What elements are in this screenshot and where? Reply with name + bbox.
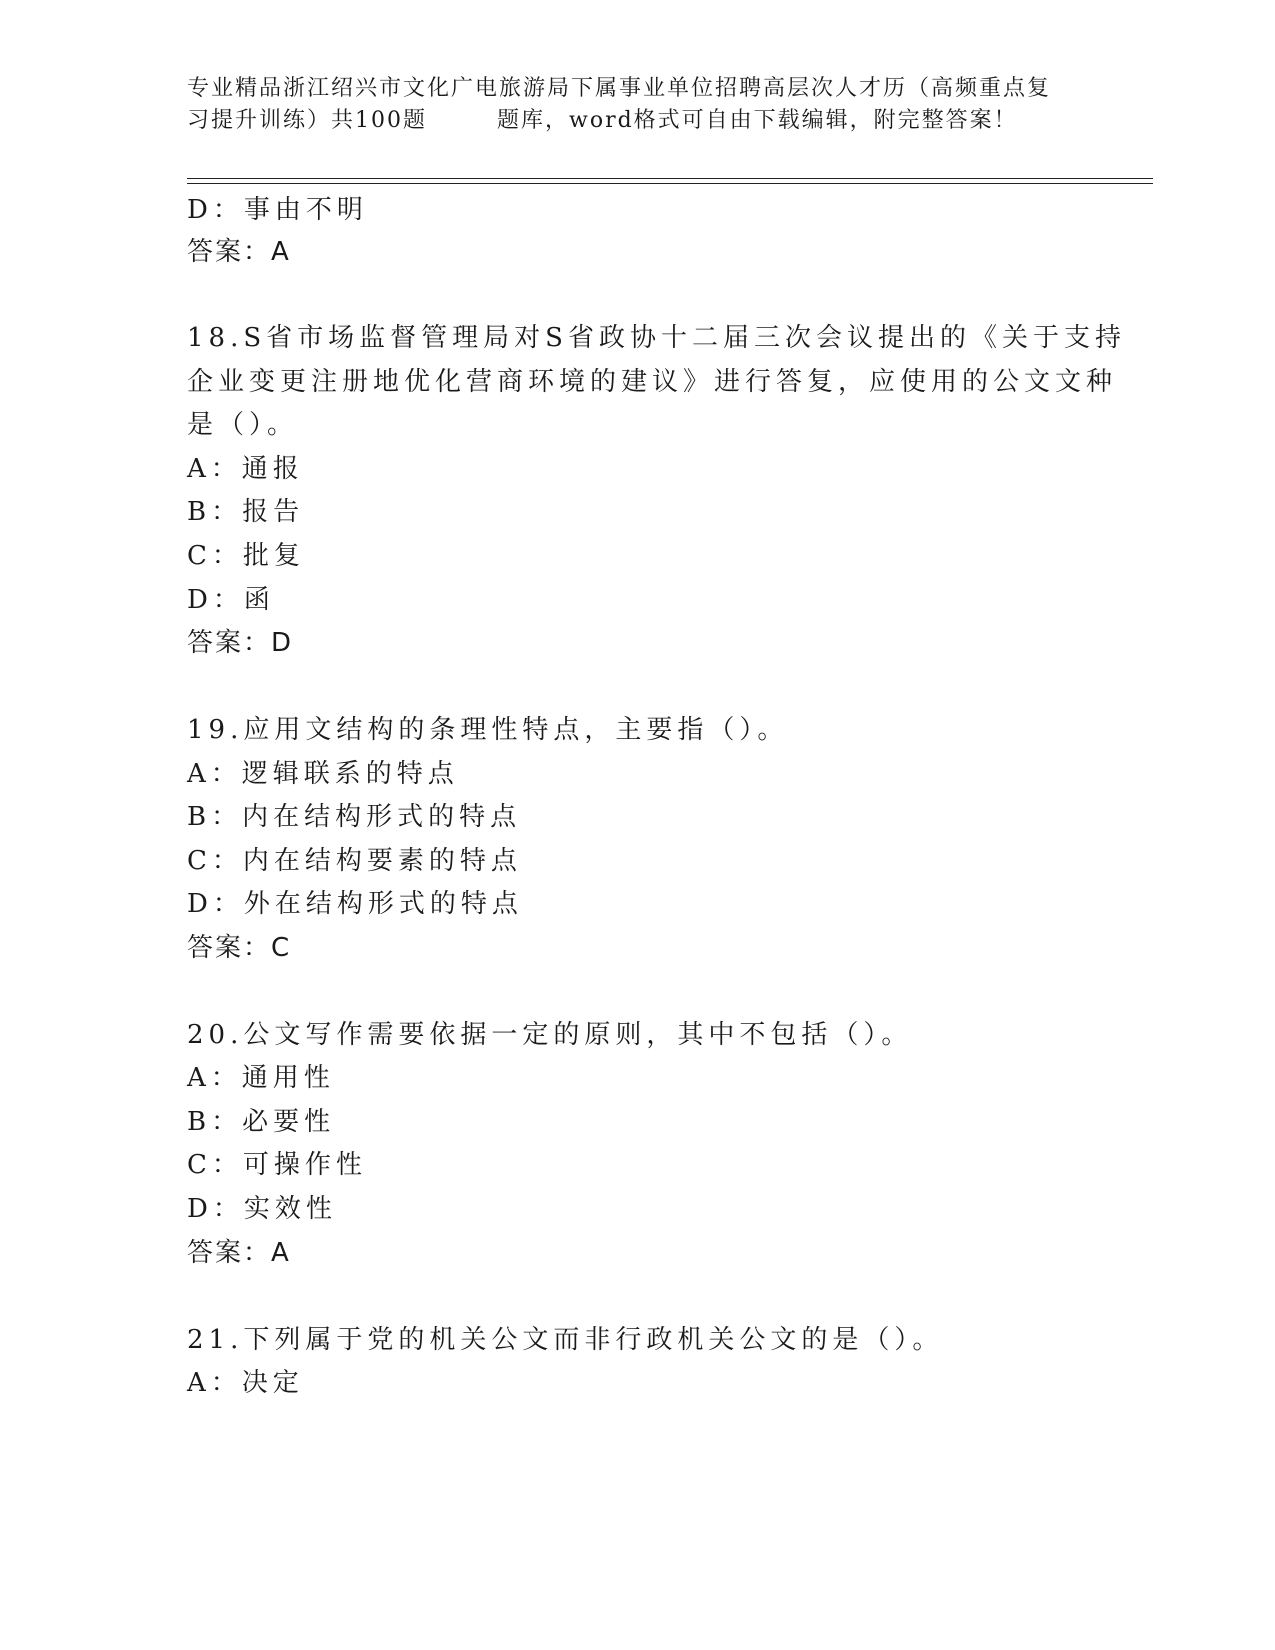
question-20-option-a: A：通用性 <box>187 1063 335 1093</box>
question-20-option-d: D：实效性 <box>187 1194 337 1224</box>
question-20-answer: 答案：A <box>187 1238 291 1268</box>
question-18-answer: 答案：D <box>187 628 294 658</box>
question-18-option-d: D：函 <box>187 585 275 615</box>
question-18-option-b: B：报告 <box>187 497 305 527</box>
question-18-option-a: A：通报 <box>187 454 304 484</box>
question-20-stem: 20.公文写作需要依据一定的原则，其中不包括（）。 <box>187 1020 913 1050</box>
question-19-option-c: C：内在结构要素的特点 <box>187 846 522 876</box>
question-18-option-c: C：批复 <box>187 541 305 571</box>
question-19-option-d: D：外在结构形式的特点 <box>187 889 523 919</box>
option-d: D：事由不明 <box>187 195 368 225</box>
question-19-option-b: B：内在结构形式的特点 <box>187 802 522 832</box>
question-19-option-a: A：逻辑联系的特点 <box>187 759 459 789</box>
header-line-2 <box>187 105 1087 137</box>
question-19-stem: 19.应用文结构的条理性特点，主要指（）。 <box>187 715 789 745</box>
header-line-1: 专业精品浙江绍兴市文化广电旅游局下属事业单位招聘高层次人才历（高频重点复 <box>187 76 1052 101</box>
header-divider-bottom <box>187 183 1153 184</box>
question-18-stem-3: 是（）。 <box>187 410 299 440</box>
header-line-2-left: 习提升训练）共100题 <box>187 108 427 133</box>
answer-line: 答案：A <box>187 237 291 267</box>
header-divider-top <box>187 178 1153 179</box>
question-20-option-b: B：必要性 <box>187 1107 336 1137</box>
page-header <box>187 73 1087 137</box>
question-18-stem-1: 18.S省市场监督管理局对S省政协十二届三次会议提出的《关于支持 <box>187 323 1126 353</box>
question-19-answer: 答案：C <box>187 933 292 963</box>
question-21-option-a: A：决定 <box>187 1368 304 1398</box>
question-20-option-c: C：可操作性 <box>187 1150 367 1180</box>
question-21-stem: 21.下列属于党的机关公文而非行政机关公文的是（）。 <box>187 1325 944 1355</box>
header-line-2-right: 题库，word格式可自由下载编辑，附完整答案！ <box>497 108 1018 133</box>
question-18-stem-2: 企业变更注册地优化营商环境的建议》进行答复，应使用的公文文种 <box>187 367 1118 397</box>
